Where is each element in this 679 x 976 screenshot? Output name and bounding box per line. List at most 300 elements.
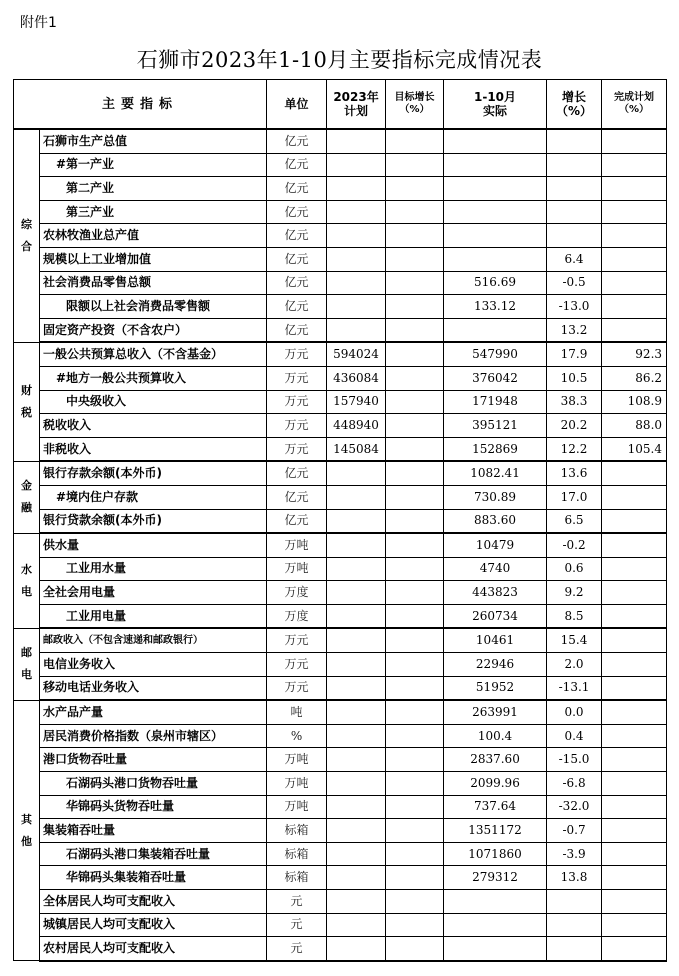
growth-cell: -13.0 (547, 295, 602, 319)
header-line: 1-10月 (474, 90, 517, 104)
actual-cell: 737.64 (444, 795, 547, 819)
growth-cell: 15.4 (547, 628, 602, 652)
table-row (14, 461, 667, 485)
growth-cell: 0.6 (547, 557, 602, 581)
unit-cell: 标箱 (267, 866, 327, 890)
page-title: 石狮市2023年1-10月主要指标完成情况表 (136, 48, 543, 72)
plan-cell (327, 129, 386, 153)
indicator-name: 第三产业 (40, 200, 267, 224)
growth-cell: -32.0 (547, 795, 602, 819)
unit-cell: 亿元 (267, 461, 327, 485)
unit-cell: 元 (267, 890, 327, 914)
target-growth-cell (386, 200, 444, 224)
target-growth-cell (386, 795, 444, 819)
unit-cell: 万吨 (267, 748, 327, 772)
completion-cell (602, 842, 667, 866)
actual-cell (444, 153, 547, 177)
completion-cell (602, 200, 667, 224)
unit-cell: 万吨 (267, 795, 327, 819)
target-growth-cell (386, 129, 444, 153)
indicator-name: 移动电话业务收入 (40, 676, 267, 700)
growth-cell: 0.0 (547, 700, 602, 724)
indicator-table (13, 79, 667, 962)
unit-cell: 标箱 (267, 842, 327, 866)
indicator-name: 石狮市生产总值 (40, 129, 267, 153)
unit-cell: 亿元 (267, 295, 327, 319)
plan-cell (327, 772, 386, 796)
actual-cell: 730.89 (444, 485, 547, 509)
unit-cell: 亿元 (267, 153, 327, 177)
actual-cell: 171948 (444, 390, 547, 414)
category-label: 邮电 (21, 646, 32, 682)
completion-cell (602, 653, 667, 677)
completion-cell (602, 129, 667, 153)
header-plan (327, 80, 386, 130)
growth-cell: 6.4 (547, 247, 602, 271)
growth-cell: -6.8 (547, 772, 602, 796)
category-label: 水电 (21, 562, 32, 598)
table-body (14, 129, 667, 961)
target-growth-cell (386, 676, 444, 700)
actual-cell: 547990 (444, 342, 547, 366)
indicator-name: 集装箱吞吐量 (40, 819, 267, 843)
growth-cell: 13.2 (547, 318, 602, 342)
plan-cell (327, 177, 386, 201)
target-growth-cell (386, 604, 444, 628)
table-row (14, 772, 667, 796)
growth-cell (547, 890, 602, 914)
completion-cell (602, 461, 667, 485)
completion-cell (602, 866, 667, 890)
header-line: （%） (399, 104, 430, 115)
unit-cell: 亿元 (267, 271, 327, 295)
growth-cell: 13.6 (547, 461, 602, 485)
actual-cell: 376042 (444, 366, 547, 390)
table-row (14, 177, 667, 201)
growth-cell: 38.3 (547, 390, 602, 414)
category-cell (14, 129, 40, 342)
plan-cell (327, 628, 386, 652)
actual-cell: 883.60 (444, 509, 547, 533)
actual-cell (444, 200, 547, 224)
target-growth-cell (386, 509, 444, 533)
table-row (14, 581, 667, 605)
target-growth-cell (386, 271, 444, 295)
header-line: 实际 (483, 104, 508, 118)
table-row (14, 153, 667, 177)
actual-cell: 152869 (444, 437, 547, 461)
completion-cell (602, 676, 667, 700)
table-row (14, 700, 667, 724)
unit-cell: 万吨 (267, 772, 327, 796)
indicator-name: 限额以上社会消费品零售额 (40, 295, 267, 319)
indicator-name: 石湖码头港口货物吞吐量 (40, 772, 267, 796)
unit-cell: 万度 (267, 604, 327, 628)
unit-cell: 吨 (267, 700, 327, 724)
plan-cell (327, 937, 386, 961)
plan-cell: 157940 (327, 390, 386, 414)
completion-cell (602, 628, 667, 652)
table-row (14, 653, 667, 677)
actual-cell (444, 224, 547, 248)
target-growth-cell (386, 153, 444, 177)
target-growth-cell (386, 414, 444, 438)
actual-cell (444, 177, 547, 201)
table-row (14, 509, 667, 533)
completion-cell (602, 890, 667, 914)
indicator-name: 邮政收入（不包含速递和邮政银行） (40, 628, 267, 652)
table-row (14, 842, 667, 866)
category-cell (14, 461, 40, 533)
unit-cell: 亿元 (267, 200, 327, 224)
plan-cell (327, 461, 386, 485)
indicator-name: 非税收入 (40, 437, 267, 461)
actual-cell: 2099.96 (444, 772, 547, 796)
actual-cell: 516.69 (444, 271, 547, 295)
attachment-label: 附件1 (20, 15, 57, 31)
actual-cell: 443823 (444, 581, 547, 605)
plan-cell (327, 153, 386, 177)
table-row (14, 866, 667, 890)
growth-cell: 0.4 (547, 724, 602, 748)
plan-cell (327, 224, 386, 248)
completion-cell (602, 271, 667, 295)
actual-cell: 4740 (444, 557, 547, 581)
unit-cell: 元 (267, 913, 327, 937)
growth-cell: 17.9 (547, 342, 602, 366)
table-row (14, 890, 667, 914)
unit-cell: 万吨 (267, 557, 327, 581)
target-growth-cell (386, 866, 444, 890)
indicator-name: 第二产业 (40, 177, 267, 201)
completion-cell: 88.0 (602, 414, 667, 438)
unit-cell: 亿元 (267, 509, 327, 533)
indicator-name: 石湖码头港口集装箱吞吐量 (40, 842, 267, 866)
header-target-growth (386, 80, 444, 130)
completion-cell: 105.4 (602, 437, 667, 461)
table-row (14, 295, 667, 319)
actual-cell: 263991 (444, 700, 547, 724)
plan-cell (327, 676, 386, 700)
completion-cell (602, 509, 667, 533)
plan-cell: 145084 (327, 437, 386, 461)
plan-cell (327, 842, 386, 866)
growth-cell: 2.0 (547, 653, 602, 677)
indicator-name: #第一产业 (40, 153, 267, 177)
unit-cell: 亿元 (267, 224, 327, 248)
target-growth-cell (386, 819, 444, 843)
target-growth-cell (386, 342, 444, 366)
unit-cell: 万元 (267, 437, 327, 461)
growth-cell: 17.0 (547, 485, 602, 509)
indicator-name: 农林牧渔业总产值 (40, 224, 267, 248)
indicator-name: 全社会用电量 (40, 581, 267, 605)
target-growth-cell (386, 485, 444, 509)
header-line: 目标增长 (394, 92, 435, 103)
header-unit: 单位 (267, 80, 327, 130)
indicator-name: 农村居民人均可支配收入 (40, 937, 267, 961)
table-row (14, 200, 667, 224)
plan-cell (327, 533, 386, 557)
header-actual (444, 80, 547, 130)
target-growth-cell (386, 461, 444, 485)
growth-cell (547, 129, 602, 153)
table-row (14, 390, 667, 414)
indicator-name: 规模以上工业增加值 (40, 247, 267, 271)
completion-cell: 86.2 (602, 366, 667, 390)
plan-cell (327, 509, 386, 533)
plan-cell (327, 485, 386, 509)
unit-cell: 万元 (267, 390, 327, 414)
completion-cell (602, 557, 667, 581)
actual-cell: 260734 (444, 604, 547, 628)
target-growth-cell (386, 177, 444, 201)
indicator-name: 工业用水量 (40, 557, 267, 581)
target-growth-cell (386, 390, 444, 414)
table-row (14, 271, 667, 295)
actual-cell: 51952 (444, 676, 547, 700)
growth-cell: -0.5 (547, 271, 602, 295)
unit-cell: 亿元 (267, 318, 327, 342)
actual-cell (444, 890, 547, 914)
plan-cell (327, 700, 386, 724)
category-label: 其他 (21, 812, 32, 848)
plan-cell: 436084 (327, 366, 386, 390)
completion-cell (602, 485, 667, 509)
unit-cell: 万元 (267, 653, 327, 677)
header-row (14, 80, 667, 130)
plan-cell (327, 819, 386, 843)
indicator-name: 水产品产量 (40, 700, 267, 724)
plan-cell (327, 295, 386, 319)
completion-cell (602, 224, 667, 248)
completion-cell (602, 748, 667, 772)
completion-cell (602, 724, 667, 748)
completion-cell (602, 700, 667, 724)
target-growth-cell (386, 842, 444, 866)
plan-cell (327, 604, 386, 628)
growth-cell (547, 224, 602, 248)
target-growth-cell (386, 700, 444, 724)
completion-cell (602, 318, 667, 342)
indicator-name: 银行存款余额(本外币) (40, 461, 267, 485)
actual-cell (444, 913, 547, 937)
target-growth-cell (386, 295, 444, 319)
category-label: 财税 (21, 383, 32, 419)
header-line: 增长 (562, 90, 587, 104)
indicator-name: 居民消费价格指数（泉州市辖区） (40, 724, 267, 748)
target-growth-cell (386, 224, 444, 248)
actual-cell: 10461 (444, 628, 547, 652)
actual-cell: 100.4 (444, 724, 547, 748)
category-cell (14, 700, 40, 961)
table-row (14, 414, 667, 438)
table-row (14, 437, 667, 461)
table-row (14, 366, 667, 390)
growth-cell (547, 913, 602, 937)
actual-cell (444, 129, 547, 153)
target-growth-cell (386, 748, 444, 772)
growth-cell (547, 937, 602, 961)
indicator-name: 供水量 (40, 533, 267, 557)
actual-cell: 1082.41 (444, 461, 547, 485)
growth-cell (547, 177, 602, 201)
target-growth-cell (386, 581, 444, 605)
table-row (14, 129, 667, 153)
plan-cell (327, 200, 386, 224)
actual-cell (444, 247, 547, 271)
table-row (14, 819, 667, 843)
growth-cell: -0.7 (547, 819, 602, 843)
completion-cell (602, 153, 667, 177)
completion-cell (602, 913, 667, 937)
completion-cell: 92.3 (602, 342, 667, 366)
actual-cell: 279312 (444, 866, 547, 890)
actual-cell (444, 318, 547, 342)
unit-cell: 万元 (267, 628, 327, 652)
unit-cell: 亿元 (267, 485, 327, 509)
completion-cell (602, 295, 667, 319)
category-cell (14, 628, 40, 700)
target-growth-cell (386, 653, 444, 677)
target-growth-cell (386, 724, 444, 748)
indicator-name: 社会消费品零售总额 (40, 271, 267, 295)
actual-cell: 10479 (444, 533, 547, 557)
unit-cell: 万元 (267, 342, 327, 366)
target-growth-cell (386, 247, 444, 271)
actual-cell: 1071860 (444, 842, 547, 866)
unit-cell: 万吨 (267, 533, 327, 557)
target-growth-cell (386, 890, 444, 914)
growth-cell: 8.5 (547, 604, 602, 628)
target-growth-cell (386, 937, 444, 961)
indicator-name: 电信业务收入 (40, 653, 267, 677)
completion-cell (602, 772, 667, 796)
category-cell (14, 342, 40, 461)
growth-cell: 9.2 (547, 581, 602, 605)
indicator-name: 银行贷款余额(本外币) (40, 509, 267, 533)
actual-cell: 133.12 (444, 295, 547, 319)
indicator-name: 固定资产投资（不含农户） (40, 318, 267, 342)
table-row (14, 485, 667, 509)
actual-cell (444, 937, 547, 961)
header-line: 完成计划 (614, 92, 655, 103)
unit-cell: 亿元 (267, 177, 327, 201)
target-growth-cell (386, 913, 444, 937)
unit-cell: 元 (267, 937, 327, 961)
indicator-name: 全体居民人均可支配收入 (40, 890, 267, 914)
indicator-name: #境内住户存款 (40, 485, 267, 509)
actual-cell: 22946 (444, 653, 547, 677)
growth-cell: 6.5 (547, 509, 602, 533)
growth-cell: 10.5 (547, 366, 602, 390)
target-growth-cell (386, 318, 444, 342)
target-growth-cell (386, 772, 444, 796)
indicator-name: 中央级收入 (40, 390, 267, 414)
header-line: （%） (556, 104, 593, 118)
growth-cell: 20.2 (547, 414, 602, 438)
plan-cell (327, 318, 386, 342)
unit-cell: 万度 (267, 581, 327, 605)
table-row (14, 533, 667, 557)
indicator-name: 港口货物吞吐量 (40, 748, 267, 772)
unit-cell: 亿元 (267, 129, 327, 153)
completion-cell: 108.9 (602, 390, 667, 414)
completion-cell (602, 533, 667, 557)
actual-cell: 1351172 (444, 819, 547, 843)
plan-cell (327, 795, 386, 819)
completion-cell (602, 581, 667, 605)
plan-cell (327, 581, 386, 605)
completion-cell (602, 247, 667, 271)
plan-cell (327, 247, 386, 271)
completion-cell (602, 819, 667, 843)
indicator-name: 税收收入 (40, 414, 267, 438)
plan-cell: 594024 (327, 342, 386, 366)
growth-cell: -13.1 (547, 676, 602, 700)
plan-cell (327, 913, 386, 937)
header-line: 计划 (344, 104, 369, 118)
growth-cell (547, 200, 602, 224)
header-completion (602, 80, 667, 130)
growth-cell: -3.9 (547, 842, 602, 866)
target-growth-cell (386, 437, 444, 461)
indicator-name: 城镇居民人均可支配收入 (40, 913, 267, 937)
unit-cell: 万元 (267, 414, 327, 438)
growth-cell (547, 153, 602, 177)
target-growth-cell (386, 533, 444, 557)
table-row (14, 676, 667, 700)
category-label: 金融 (21, 479, 32, 515)
header-line: （%） (619, 104, 650, 115)
table-row (14, 247, 667, 271)
completion-cell (602, 795, 667, 819)
indicator-name: 华锦码头货物吞吐量 (40, 795, 267, 819)
table-row (14, 318, 667, 342)
unit-cell: % (267, 724, 327, 748)
table-row (14, 342, 667, 366)
table-row (14, 937, 667, 961)
header-line: 2023年 (333, 90, 379, 104)
header-growth (547, 80, 602, 130)
plan-cell (327, 653, 386, 677)
actual-cell: 395121 (444, 414, 547, 438)
table-row (14, 604, 667, 628)
indicator-name: 华锦码头集装箱吞吐量 (40, 866, 267, 890)
table-row (14, 557, 667, 581)
completion-cell (602, 177, 667, 201)
indicator-name: 工业用电量 (40, 604, 267, 628)
unit-cell: 万元 (267, 366, 327, 390)
header-indicator: 主要指标 (14, 80, 267, 130)
unit-cell: 万元 (267, 676, 327, 700)
growth-cell: -15.0 (547, 748, 602, 772)
growth-cell: -0.2 (547, 533, 602, 557)
growth-cell: 12.2 (547, 437, 602, 461)
table-row (14, 628, 667, 652)
plan-cell (327, 748, 386, 772)
plan-cell (327, 557, 386, 581)
growth-cell: 13.8 (547, 866, 602, 890)
plan-cell: 448940 (327, 414, 386, 438)
target-growth-cell (386, 628, 444, 652)
indicator-name: 一般公共预算总收入（不含基金） (40, 342, 267, 366)
category-cell (14, 533, 40, 628)
target-growth-cell (386, 557, 444, 581)
unit-cell: 标箱 (267, 819, 327, 843)
completion-cell (602, 937, 667, 961)
plan-cell (327, 890, 386, 914)
